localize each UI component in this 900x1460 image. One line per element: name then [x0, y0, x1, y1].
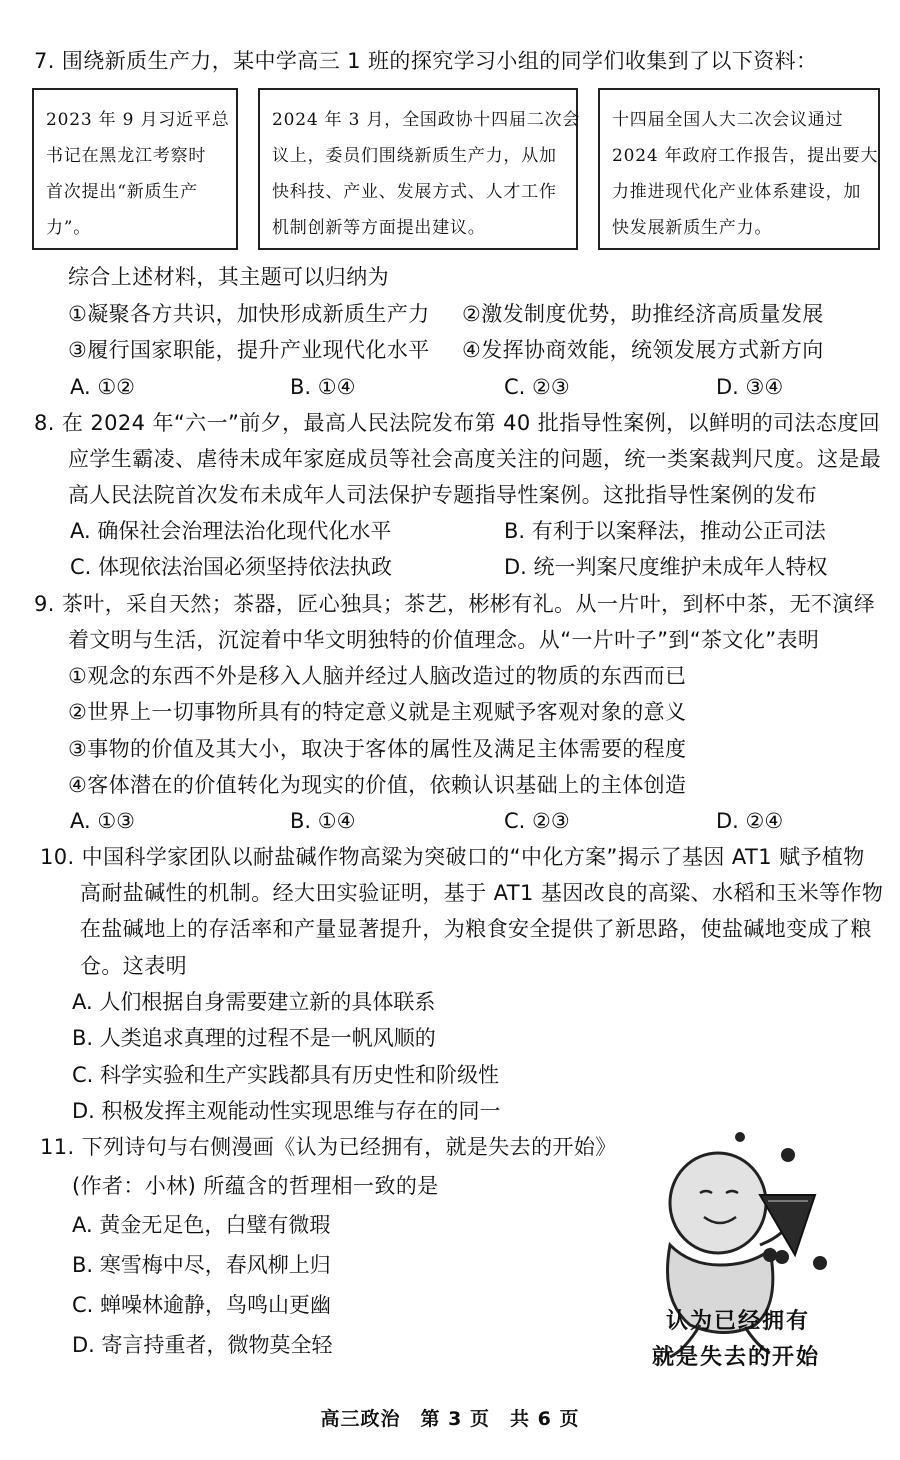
q9-item-1: ①观念的东西不外是移入人脑并经过人脑改造过的物质的东西而已: [68, 664, 687, 688]
q9-item-2: ②世界上一切事物所具有的特定意义就是主观赋予客观对象的意义: [68, 700, 687, 724]
q9-item-3: ③事物的价值及其大小，取决于客体的属性及满足主体需要的程度: [68, 737, 687, 761]
q7-option-b: B. ①④: [290, 375, 356, 399]
q8-line: 应学生霸凌、虐待未成年家庭成员等社会高度关注的问题，统一类案裁判尺度。这是最: [68, 447, 882, 471]
q7-box1-line: 力”。: [46, 218, 92, 238]
q7-item-2: ②激发制度优势，助推经济高质量发展: [462, 302, 824, 326]
q9-option-a: A. ①③: [70, 809, 135, 833]
q10-line: 高耐盐碱性的机制。经大田实验证明，基于 AT1 基因改良的高粱、水稻和玉米等作物: [80, 881, 884, 905]
q11-option-c: C. 蝉噪林逾静，鸟鸣山更幽: [72, 1293, 332, 1317]
q7-item-1: ①凝聚各方共识，加快形成新质生产力: [68, 302, 430, 326]
q8-option-b: B. 有利于以案释法，推动公正司法: [504, 519, 826, 543]
q7-box2-line: 机制创新等方面提出建议。: [272, 218, 486, 238]
cartoon-image: [630, 1125, 860, 1375]
q8-line: 高人民法院首次发布未成年人司法保护专题指导性案例。这批指导性案例的发布: [68, 483, 817, 507]
q11-option-a: A. 黄金无足色，白璧有微瑕: [72, 1213, 331, 1237]
q9-option-d: D. ②④: [716, 809, 784, 833]
q7-summary: 综合上述材料，其主题可以归纳为: [68, 265, 389, 289]
cartoon-caption-line-1: 认为已经拥有: [666, 1309, 811, 1334]
q8-option-a: A. 确保社会治理法治化现代化水平: [70, 519, 392, 543]
q10-line: 仓。这表明: [80, 954, 187, 978]
q7-box2-line: 议上，委员们围绕新质生产力，从加: [272, 146, 557, 166]
q8-option-d: D. 统一判案尺度维护未成年人特权: [504, 555, 828, 579]
q7-option-d: D. ③④: [716, 375, 784, 399]
q7-box3-line: 十四届全国人大二次会议通过: [612, 110, 844, 130]
q9-line: 9. 茶叶，采自天然；茶器，匠心独具；茶艺，彬彬有礼。从一片叶，到杯中茶，无不演绎: [34, 592, 876, 616]
q7-box3-line: 力推进现代化产业体系建设，加: [612, 182, 862, 202]
q7-material-box-1: [32, 88, 238, 250]
q7-material-box-2: [258, 88, 581, 250]
q11-line: 11. 下列诗句与右侧漫画《认为已经拥有，就是失去的开始》: [40, 1135, 617, 1159]
q7-option-a: A. ①②: [70, 375, 135, 399]
q7-option-c: C. ②③: [504, 375, 570, 399]
q11-option-d: D. 寄言持重者，微物莫全轻: [72, 1333, 333, 1357]
q7-material-box-3: [598, 88, 880, 250]
q10-option-a: A. 人们根据自身需要建立新的具体联系: [72, 990, 436, 1014]
q7-box2-line: 快科技、产业、发展方式、人才工作: [272, 182, 557, 202]
q10-option-d: D. 积极发挥主观能动性实现思维与存在的同一: [72, 1099, 501, 1123]
q10-option-c: C. 科学实验和生产实践都具有历史性和阶级性: [72, 1063, 500, 1087]
q11-option-b: B. 寒雪梅中尽，春风柳上归: [72, 1253, 331, 1277]
q10-line: 在盐碱地上的存活率和产量显著提升，为粮食安全提供了新思路，使盐碱地变成了粮: [80, 917, 872, 941]
q7-box2-line: 2024 年 3 月，全国政协十四届二次会: [272, 110, 581, 130]
q7-box1-line: 书记在黑龙江考察时: [46, 146, 207, 166]
q9-item-4: ④客体潜在的价值转化为现实的价值，依赖认识基础上的主体创造: [68, 773, 687, 797]
q8-option-c: C. 体现依法治国必须坚持依法执政: [70, 555, 393, 579]
q8-line: 8. 在 2024 年“六一”前夕，最高人民法院发布第 40 批指导性案例，以鲜明的司法态度回: [34, 411, 881, 435]
page-footer: 高三政治 第 3 页 共 6 页: [320, 1408, 580, 1430]
q10-option-b: B. 人类追求真理的过程不是一帆风顺的: [72, 1026, 436, 1050]
q7-box3-line: 快发展新质生产力。: [612, 218, 773, 238]
q7-box1-line: 首次提出“新质生产: [46, 182, 198, 202]
q9-line: 着文明与生活，沉淀着中华文明独特的价值理念。从“一片叶子”到“茶文化”表明: [68, 628, 820, 652]
cartoon-caption-line-2: 就是失去的开始: [652, 1345, 821, 1370]
q7-box1-line: 2023 年 9 月习近平总: [46, 110, 230, 130]
q9-option-c: C. ②③: [504, 809, 570, 833]
q7-item-4: ④发挥协商效能，统领发展方式新方向: [462, 338, 824, 362]
q7-box3-line: 2024 年政府工作报告，提出要大: [612, 146, 879, 166]
q9-option-b: B. ①④: [290, 809, 356, 833]
q10-line: 10. 中国科学家团队以耐盐碱作物高粱为突破口的“中化方案”揭示了基因 AT1 赋予植物: [40, 845, 865, 869]
q7-item-3: ③履行国家职能，提升产业现代化水平: [68, 338, 430, 362]
q7-stem: 7. 围绕新质生产力，某中学高三 1 班的探究学习小组的同学们收集到了以下资料：: [34, 49, 818, 73]
q11-line: (作者：小林) 所蕴含的哲理相一致的是: [72, 1174, 439, 1198]
